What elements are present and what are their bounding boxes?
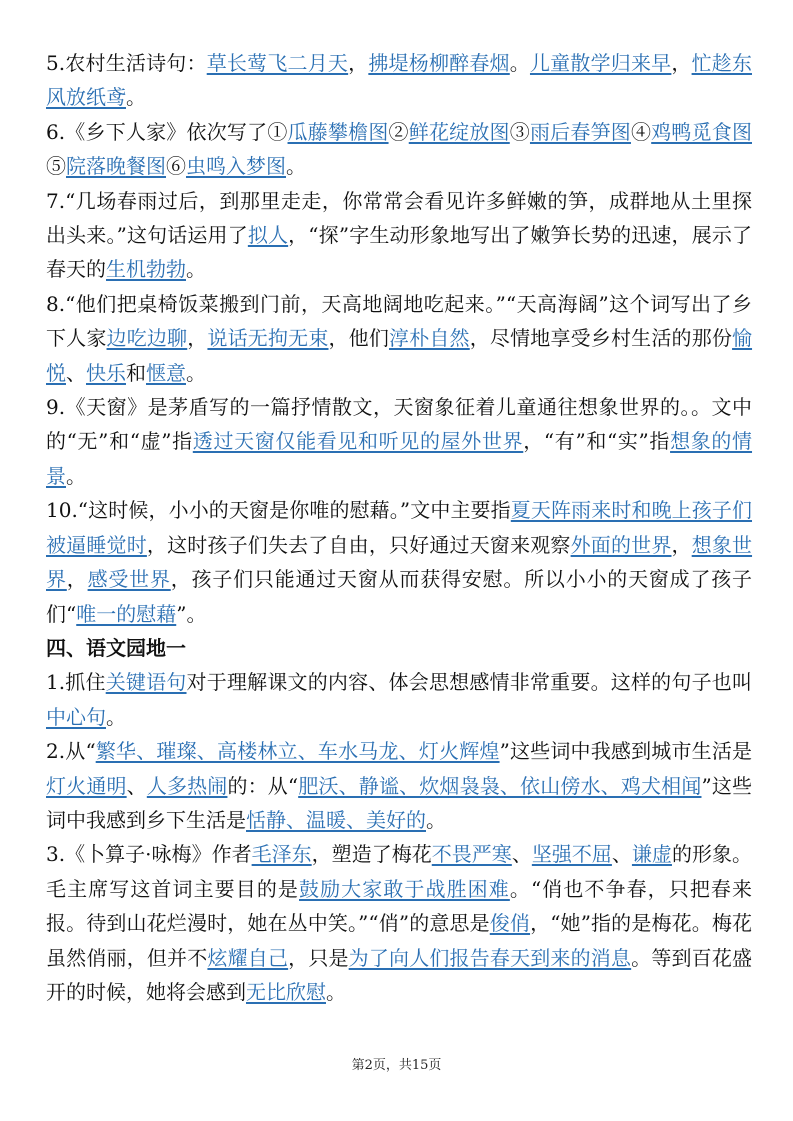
answer-blank: 中心句 [46, 704, 106, 729]
list-item [46, 390, 752, 493]
list-item [46, 837, 752, 1009]
text-segment: ， [348, 51, 369, 75]
text-segment: 2.从“ [46, 739, 96, 764]
answer-blank: 灯火通明 [46, 773, 127, 798]
text-segment: 。 [326, 979, 346, 1004]
answer-blank: 虫鸣入梦图 [186, 154, 286, 179]
answer-blank: 生机勃勃 [106, 257, 186, 282]
text-segment: ⑤ [46, 154, 66, 179]
text-segment: ，“她”指的是梅花。梅花虽然俏丽，但并不 [46, 911, 752, 970]
text-segment: 10.“这时候，小小的天窗是你唯的慰藉。”文中主要指 [46, 498, 511, 523]
text-segment: 3.《卜算子·咏梅》作者 [46, 842, 252, 867]
answer-blank: 恬静、温暖、美好的 [246, 807, 426, 832]
answer-blank: 院落晚餐图 [66, 154, 166, 179]
answer-blank: 愉悦 [46, 326, 753, 385]
text-segment: 。 [286, 154, 306, 179]
text-segment: ，“有”和“实”指 [523, 429, 671, 454]
text-segment: ，只是 [288, 945, 349, 970]
text-segment: ④ [630, 119, 652, 144]
text-segment: 的：从“ [227, 773, 299, 798]
answer-blank: 炫耀自己 [207, 945, 289, 970]
text-segment: 、 [611, 842, 632, 867]
list-item [46, 115, 752, 184]
text-segment: ， [187, 326, 208, 351]
content-body [46, 46, 752, 1009]
answer-blank: 坚强不屈 [531, 842, 612, 867]
text-segment: 对于理解课文的内容、体会思想感情非常重要。这样的句子也叫 [186, 670, 752, 695]
answer-blank: 无比欣慰 [246, 979, 326, 1004]
answer-blank: 唯一的慰藉 [76, 601, 177, 626]
answer-blank: 不畏严寒 [431, 842, 512, 867]
answer-blank: 惬意 [146, 360, 186, 385]
answer-blank: 忙趁东风放纸鸢 [46, 51, 752, 110]
text-segment: ，尽情地享受乡村生活的那份 [469, 326, 733, 351]
text-segment: 。等到百花盛开的时候，她将会感到 [46, 945, 753, 1004]
text-segment: 、 [126, 773, 147, 798]
text-segment: 的形象。毛主席写这首词主要目的是 [46, 842, 752, 901]
answer-blank: 快乐 [86, 360, 126, 385]
list-item [46, 287, 752, 390]
text-segment: ”。 [176, 601, 207, 626]
answer-blank: 感受世界 [87, 567, 171, 592]
text-segment: 。 [186, 360, 206, 385]
text-segment: ⑥ [166, 154, 186, 179]
answer-blank: 毛泽东 [251, 842, 312, 867]
page-footer: 第2页，共15页 [351, 1058, 442, 1073]
answer-blank: 说话无拘无束 [207, 326, 329, 351]
answer-blank: 人多热闹 [146, 773, 228, 798]
text-segment: 8.“他们把桌椅饭菜搬到门前，天高地阔地吃起来。”“天高海阔”这个词写出了乡下人家 [46, 291, 752, 351]
answer-blank: 边吃边聊 [106, 326, 188, 351]
answer-blank: 雨后春笋图 [529, 119, 631, 144]
text-segment: ，“探”字生动形象地写出了嫩笋长势的迅速，展示了春天的 [46, 223, 752, 282]
text-segment: 。 [126, 85, 146, 110]
text-segment: ，他们 [328, 326, 390, 351]
list-item [46, 184, 752, 287]
answer-blank: 外面的世界 [570, 532, 672, 557]
text-segment: ”这些词中我感到城市生活是 [499, 739, 752, 764]
answer-blank: 俊俏 [489, 911, 531, 936]
answer-blank: 谦虚 [631, 842, 672, 867]
text-segment: 。“俏也不争春，只把春来报。待到山花烂漫时，她在丛中笑。”“俏”的意思是 [46, 876, 753, 936]
text-segment: 9.《天窗》是茅盾写的一篇抒情散文，天窗象征着儿童通往想象世界的。。文中的“无”和“虚”指 [46, 395, 752, 454]
text-segment: ② [388, 119, 409, 144]
text-segment: ， [66, 567, 88, 592]
text-segment: ，孩子们只能通过天窗从而获得安慰。所以小小的天窗成了孩子们“ [46, 567, 753, 626]
text-segment: 1.抓住 [46, 670, 106, 695]
answer-blank: 关键语句 [105, 670, 187, 695]
answer-blank: 想象的情景 [46, 429, 753, 488]
text-segment: 6.《乡下人家》依次写了① [46, 119, 288, 144]
list-item [46, 46, 752, 115]
text-segment: ， [671, 51, 692, 75]
answer-blank: 瓜藤攀檐图 [287, 119, 389, 144]
text-segment: ，塑造了梅花 [311, 842, 432, 867]
answer-blank: 夏天阵雨来时和晚上孩子们被逼睡觉时 [46, 498, 753, 557]
text-segment: 。 [66, 463, 86, 488]
answer-blank: 鼓励大家敢于战胜困难 [299, 876, 510, 901]
list-item [46, 734, 752, 837]
text-segment: ③ [509, 119, 530, 144]
text-segment: 。 [186, 257, 206, 282]
answer-blank: 肥沃、静谧、炊烟袅袅、依山傍水、鸡犬相闻 [298, 773, 702, 798]
text-segment: 、 [511, 842, 532, 867]
answer-blank: 儿童散学归来早 [529, 51, 672, 75]
text-segment: 和 [126, 360, 146, 385]
text-segment: ， [671, 532, 692, 557]
text-segment: 、 [66, 360, 86, 385]
list-item [46, 665, 752, 734]
text-segment: ”这些词中我感到乡下生活是 [46, 773, 753, 832]
text-segment: 。 [106, 704, 126, 729]
answer-blank: 透过天窗仅能看见和听见的屋外世界 [192, 429, 524, 454]
list-item [46, 493, 752, 631]
answer-blank: 拟人 [247, 223, 289, 248]
text-segment: 。 [426, 807, 446, 832]
answer-blank: 淳朴自然 [389, 326, 470, 351]
answer-blank: 拂堤杨柳醉春烟 [368, 51, 510, 75]
answer-blank: 草长莺飞二月天 [206, 51, 349, 75]
answer-blank: 鲜花绽放图 [408, 119, 510, 144]
text-segment: 7.“几场春雨过后，到那里走走，你常常会看见许多鲜嫩的笋，成群地从土里探出头来。”这句话运用了 [46, 188, 752, 248]
answer-blank: 繁华、璀璨、高楼林立、车水马龙、灯火辉煌 [95, 739, 500, 764]
answer-blank: 为了向人们报告春天到来的消息 [348, 945, 632, 970]
answer-blank: 想象世界 [46, 532, 753, 592]
answer-blank: 鸡鸭觅食图 [651, 119, 752, 144]
text-segment: ，这时孩子们失去了自由，只好通过天窗来观察 [146, 532, 571, 557]
text-segment: 四、语文园地一 [46, 635, 186, 660]
section-heading [46, 631, 752, 665]
text-segment: 5.农村生活诗句： [46, 51, 207, 75]
text-segment: 。 [509, 51, 530, 75]
